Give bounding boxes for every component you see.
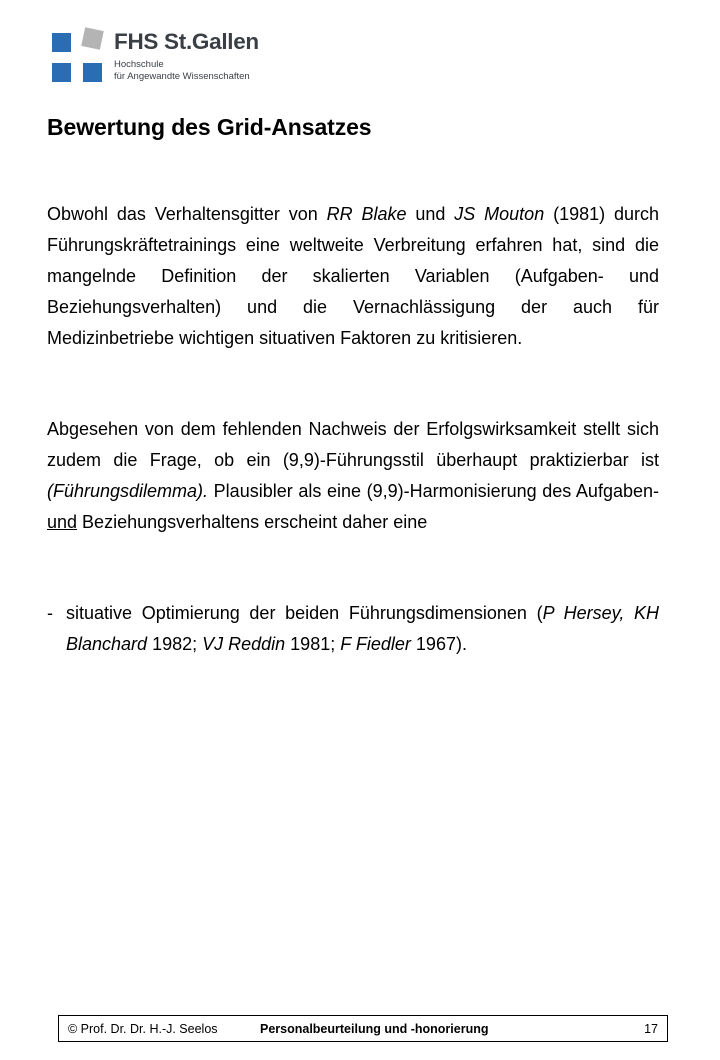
- author-reference: JS Mouton: [454, 204, 545, 224]
- text-span: (1981) durch Führungskräftetrainings eine weltweite Verbreitung erfahren hat, sind die mangelnde Definition der skalierten Variablen (Aufgaben- und Beziehungsverhalten) und die Vernachlässigung der auch für Medizinbetriebe wichtigen situativen Faktoren zu kritisieren.: [47, 204, 660, 348]
- italic-term: (Führungsdilemma).: [47, 481, 209, 501]
- author-reference: F Fiedler: [340, 634, 411, 654]
- logo-square-top-left: [52, 33, 71, 52]
- paragraph-criticism: [47, 199, 659, 354]
- text-span: 1981;: [285, 634, 341, 654]
- logo-subtitle-line2: für Angewandte Wissenschaften: [114, 71, 250, 82]
- text-span: 1967).: [410, 634, 467, 654]
- underlined-word: und: [47, 512, 78, 532]
- footer-course: Personalbeurteilung und -honorierung: [260, 1022, 489, 1036]
- bullet-text: [66, 598, 659, 660]
- logo-name: FHS St.Gallen: [114, 29, 259, 54]
- text-span: 1982;: [147, 634, 203, 654]
- logo-square-bottom-left: [52, 63, 71, 82]
- text-span: und: [406, 204, 455, 224]
- fhs-logo: [52, 28, 292, 88]
- bullet-item: [47, 598, 659, 660]
- bullet-dash: -: [47, 603, 53, 623]
- text-span: situative Optimierung der beiden Führungsdimensionen (: [66, 603, 543, 623]
- author-reference: VJ Reddin: [202, 634, 286, 654]
- footer-author: © Prof. Dr. Dr. H.-J. Seelos: [68, 1022, 218, 1036]
- page-title: Bewertung des Grid-Ansatzes: [47, 114, 372, 140]
- logo-square-top-right: [81, 27, 104, 50]
- footer-bar: [58, 1015, 668, 1042]
- text-span: Obwohl das Verhaltensgitter von: [47, 204, 327, 224]
- author-reference: P Hersey, KH Blanchard: [66, 603, 659, 654]
- author-reference: RR Blake: [326, 204, 407, 224]
- logo-subtitle-line1: Hochschule: [114, 59, 164, 70]
- text-span: Plausibler als eine (9,9)-Harmonisierung des Aufgaben-: [208, 481, 659, 501]
- text-span: Beziehungsverhaltens erscheint daher eine: [77, 512, 428, 532]
- footer-page-number: 17: [644, 1022, 658, 1036]
- logo-square-bottom-right: [83, 63, 102, 82]
- text-span: Abgesehen von dem fehlenden Nachweis der Erfolgswirksamkeit stellt sich zudem die Frage, ob ein (9,9)-Führungsstil überhaupt praktizierbar ist: [47, 419, 659, 470]
- paragraph-dilemma: [47, 414, 659, 538]
